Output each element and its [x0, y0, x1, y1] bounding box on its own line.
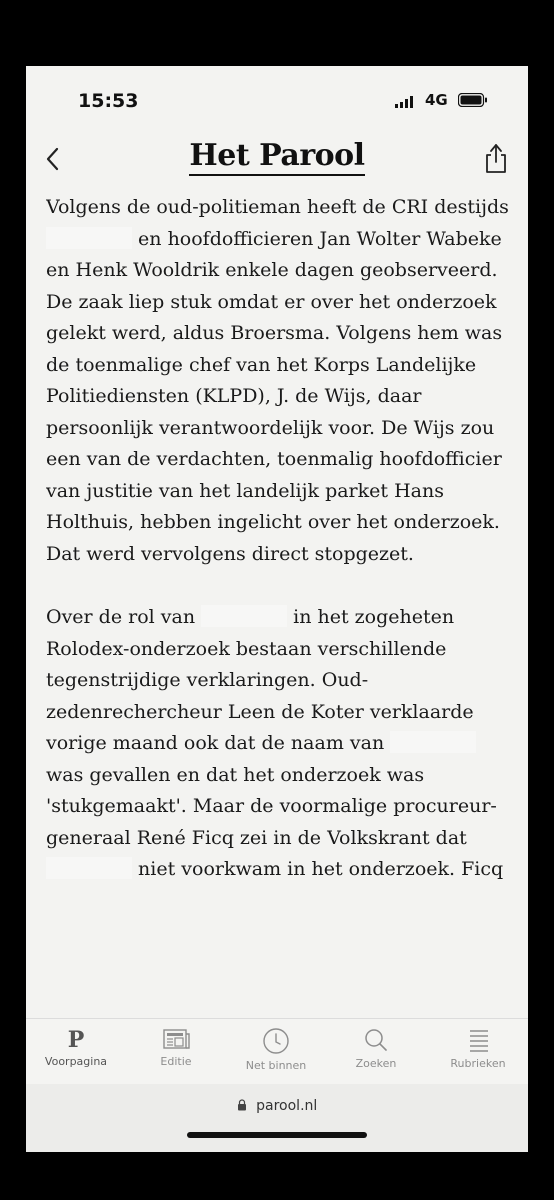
url-text: parool.nl — [256, 1098, 318, 1114]
redacted-text — [46, 227, 132, 249]
search-icon — [363, 1027, 389, 1053]
status-time: 15:53 — [78, 90, 139, 112]
clock-icon — [261, 1027, 291, 1055]
article-body — [46, 192, 516, 1010]
bottom-tab-bar — [26, 1018, 528, 1085]
tab-rubrieken[interactable]: Rubrieken — [428, 1027, 528, 1070]
tab-editie[interactable]: Editie — [126, 1027, 226, 1068]
newspaper-icon — [161, 1027, 191, 1051]
tab-voorpagina[interactable]: P Voorpagina — [44, 1027, 108, 1068]
share-icon[interactable] — [482, 142, 510, 176]
home-indicator[interactable] — [187, 1132, 367, 1138]
signal-icon — [395, 96, 415, 108]
brand-logo[interactable]: Het Parool — [26, 138, 528, 173]
battery-icon — [458, 93, 488, 107]
article-paragraph: Volgens de oud-politieman heeft de CRI destijds en hoofdofficieren Jan Wolter Wabeke en Henk Wooldrik enkele dagen geobserveerd. De zaak liep stuk omdat er over het onderzoek gelekt werd, aldus Broersma. Volgens hem was de toenmalige chef van het Korps Landelijke Politiediensten (KLPD), J. de Wijs, daar persoonlijk verantwoordelijk voor. De Wijs zou een van de verdachten, toenmalig hoofdofficier van justitie van het landelijk parket Hans Holthuis, hebben ingelicht over het onderzoek. Dat werd vervolgens direct stopgezet. — [46, 196, 509, 565]
status-bar — [26, 66, 528, 130]
tab-net-binnen[interactable]: Net binnen — [226, 1027, 326, 1072]
parool-p-icon — [65, 1027, 87, 1051]
browser-url-bar[interactable] — [26, 1084, 528, 1152]
lock-icon — [237, 1099, 247, 1111]
phone-screen — [26, 66, 528, 1152]
list-icon — [464, 1027, 492, 1053]
svg-text:P: P — [67, 1027, 85, 1051]
tab-zoeken[interactable]: Zoeken — [326, 1027, 426, 1070]
redacted-text — [390, 731, 476, 753]
network-type: 4G — [425, 91, 448, 109]
redacted-text — [201, 605, 287, 627]
app-header — [26, 130, 528, 186]
redacted-text — [46, 857, 132, 879]
article-paragraph: Over de rol van in het zogeheten Rolodex-onderzoek bestaan verschillende tegenstrijdige verklaringen. Oud-zedenrechercheur Leen de Koter verklaarde vorige maand ook dat de naam van was gevallen en dat het onderzoek was 'stukgemaakt'. Maar de voormalige procureur-generaal René Ficq zei in de Volkskrant dat niet voorkwam in het onderzoek. Ficq — [46, 606, 504, 880]
